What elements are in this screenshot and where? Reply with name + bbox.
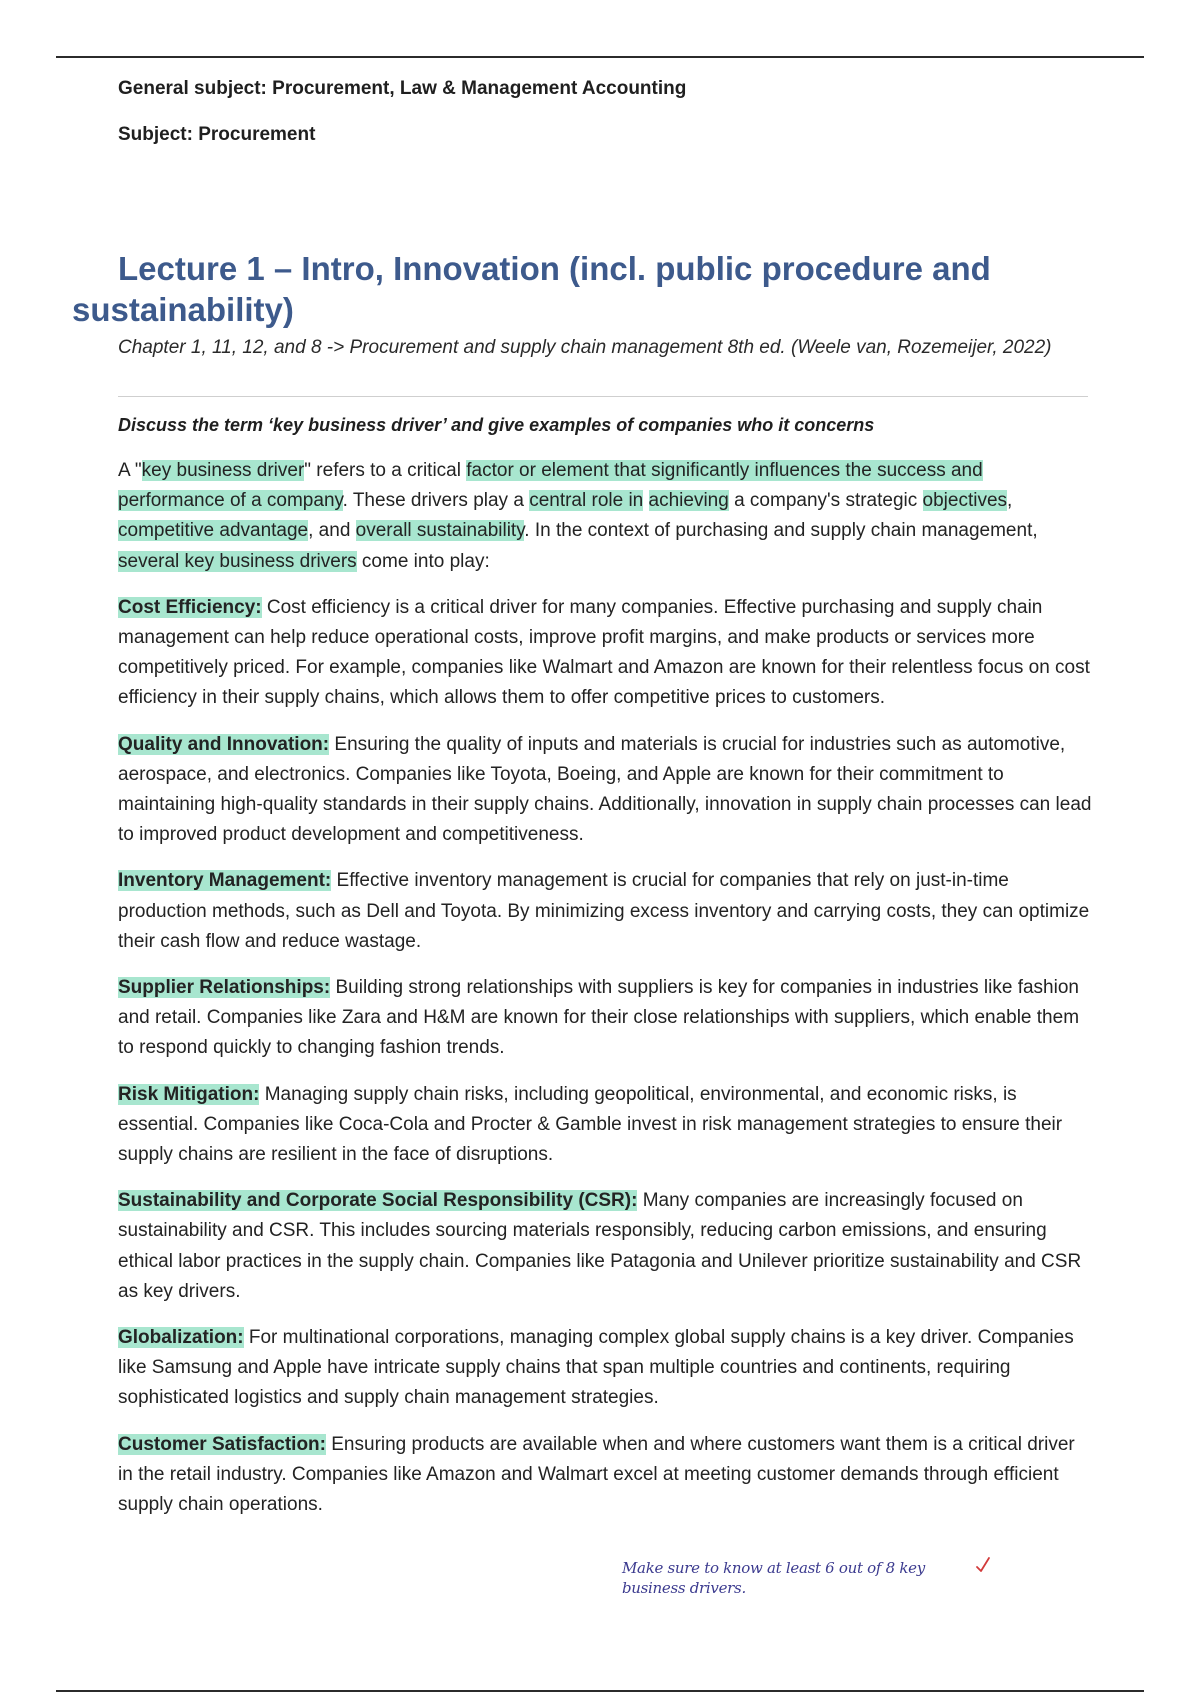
driver-customer-satisfaction — [118, 1430, 1093, 1521]
driver-quality-innovation — [118, 730, 1093, 851]
highlight: factor or element that significantly influences the success and performance of a company — [118, 460, 983, 512]
driver-sustainability-csr — [118, 1186, 1093, 1307]
driver-term: Globalization: — [118, 1327, 244, 1349]
driver-supplier-relationships — [118, 973, 1093, 1064]
driver-text: Building strong relationships with suppliers is key for companies in industries like fashion and retail. Companies like Zara and H&M are known for their close relationships with suppliers, which enable them to respond quickly to changing fashion trends. — [118, 977, 1080, 1059]
lecture-title: Lecture 1 – Intro, Innovation (incl. public procedure and sustainability) — [72, 250, 991, 328]
driver-term: Cost Efficiency: — [118, 596, 262, 618]
handwritten-note: Make sure to know at least 6 out of 8 key business drivers. — [622, 1559, 925, 1597]
highlight: central role in — [529, 490, 644, 512]
general-subject: General subject: Procurement, Law & Management Accounting — [118, 78, 687, 99]
bottom-rule — [56, 1690, 1144, 1692]
highlight: key business driver — [141, 460, 305, 481]
driver-cost-efficiency — [118, 593, 1093, 714]
driver-text: Cost efficiency is a critical driver for many companies. Effective purchasing and supply chain management can help reduce operational costs, improve profit margins, and make products or services more competitively priced. For example, companies like Walmart and Amazon are known for their relentless focus on cost efficiency in their supply chains, which allows them to offer competitive prices to customers. — [118, 596, 1090, 709]
highlight: several key business drivers — [118, 550, 357, 572]
check-mark-icon — [975, 1556, 991, 1574]
driver-term: Supplier Relationships: — [118, 977, 331, 999]
driver-term: Quality and Innovation: — [118, 733, 330, 755]
highlight: objectives — [922, 490, 1008, 512]
chapter-reference: Chapter 1, 11, 12, and 8 -> Procurement and supply chain management 8th ed. (Weele van, Rozemeijer, 2022) — [118, 337, 1052, 358]
question-heading: Discuss the term ‘key business driver’ and give examples of companies who it concerns — [118, 415, 875, 435]
top-rule — [56, 56, 1144, 58]
driver-inventory-management — [118, 866, 1093, 957]
driver-globalization — [118, 1323, 1093, 1414]
subject: Subject: Procurement — [118, 124, 316, 145]
driver-term: Inventory Management: — [118, 870, 332, 892]
highlight: overall sustainability — [355, 520, 525, 542]
highlight: competitive advantage — [118, 520, 309, 542]
driver-term: Sustainability and Corporate Social Responsibility (CSR): — [118, 1190, 638, 1212]
highlight: achieving — [648, 490, 729, 512]
driver-text: Ensuring the quality of inputs and materials is crucial for industries such as automotive, aerospace, and electronics. Companies like Toyota, Boeing, and Apple are known for their commitment to maintaining high-quality standards in their supply chains. Additionally, innovation in supply chain processes can lead to improved product development and competitiveness. — [118, 733, 1092, 846]
section-divider — [118, 396, 1088, 397]
intro-paragraph: A "key business driver" refers to a critical factor or element that significantly influences the success and performance of a company. These drivers play a central role in achieving a company's strategic objectives, competitive advantage, and overall sustainability. In the context of purchasing and supply chain management, several key business drivers come into play: — [118, 460, 1038, 572]
driver-text: For multinational corporations, managing complex global supply chains is a key driver. Companies like Samsung and Apple have intricate supply chains that span multiple countries and continents, requiring sophisticated logistics and supply chain management strategies. — [118, 1327, 1074, 1409]
driver-term: Customer Satisfaction: — [118, 1433, 326, 1455]
driver-text: Ensuring products are available when and where customers want them is a critical driver in the retail industry. Companies like Amazon and Walmart excel at meeting customer demands through efficient supply chain operations. — [118, 1433, 1075, 1516]
document-body — [118, 456, 1093, 1536]
driver-text: Many companies are increasingly focused on sustainability and CSR. This includes sourcing materials responsibly, reducing carbon emissions, and ensuring ethical labor practices in the supply chain. Companies like Patagonia and Unilever prioritize sustainability and CSR as key drivers. — [118, 1190, 1082, 1302]
driver-risk-mitigation — [118, 1080, 1093, 1171]
driver-text: Managing supply chain risks, including geopolitical, environmental, and economic risks, is essential. Companies like Coca-Cola and Procter & Gamble invest in risk management strategies to ensure their supply chains are resilient in the face of disruptions. — [118, 1083, 1063, 1166]
driver-text: Effective inventory management is crucial for companies that rely on just-in-time production methods, such as Dell and Toyota. By minimizing excess inventory and carrying costs, they can optimize their cash flow and reduce wastage. — [118, 870, 1090, 952]
driver-term: Risk Mitigation: — [118, 1083, 260, 1105]
